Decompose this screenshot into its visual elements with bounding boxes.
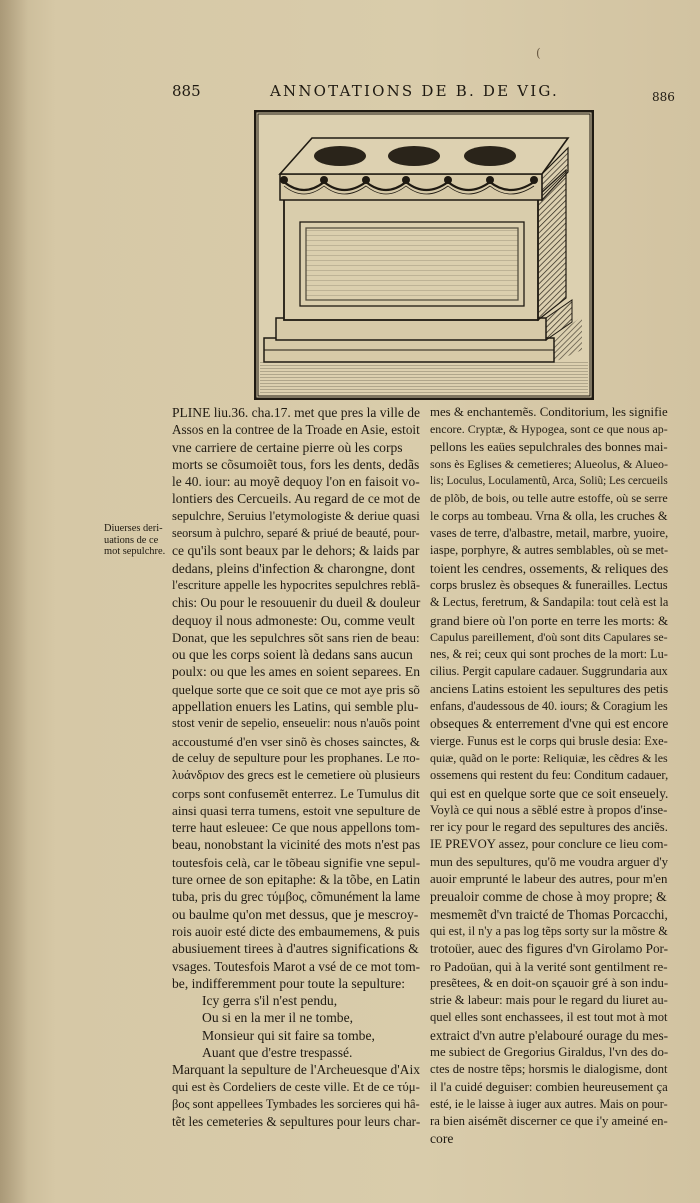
text-line: quel elles sont enchassees, il est tout mot à mot xyxy=(430,1010,668,1025)
page-header xyxy=(0,82,700,106)
running-title: ANNOTATIONS DE B. DE VIG. xyxy=(270,82,559,100)
text-line: mes & enchantemẽs. Conditorium, les signifie xyxy=(430,405,668,419)
text-line: extraict d'vn autre p'elabouré ourage du mes- xyxy=(430,1027,669,1043)
text-line: sons ès Eglises & cemetieres; Alueolus, & Alueo- xyxy=(430,456,669,471)
text-line: mun des sepultures, qu'õ me voudra arguer d'y xyxy=(430,854,669,869)
text-line: lontiers des Cercueils. Au regard de ce mot de xyxy=(172,491,421,507)
page-number-right: 886 xyxy=(652,90,675,104)
text-line: de plõb, de bois, ou telle autre estoffe, où se serre xyxy=(430,491,668,506)
text-line: stost venir de sepelio, enseuelir: nous n'auõs point xyxy=(172,716,420,731)
text-line: strie & labeur: mais pour le regard du liuret au- xyxy=(430,993,668,1008)
text-line: rer icy pour le regard des sepultures des anciẽs. xyxy=(430,820,668,835)
verse-line: Auant que d'estre trespassé. xyxy=(202,1044,353,1060)
text-line: ra bien aisémẽt discerner ce que i'y ameiné en- xyxy=(430,1114,668,1129)
text-line: abusiuement tirees à d'autres significations & xyxy=(172,941,419,957)
text-line: qui est, il n'y a pas log tẽps sorty sur la mõstre & xyxy=(430,923,668,938)
text-line: Capulus pareillement, d'où sont dits Capulares se- xyxy=(430,629,668,644)
verse-line: Icy gerra s'il n'est pendu, xyxy=(202,993,338,1009)
text-line: l'escriture appelle les hypocrites sepulchres reblã- xyxy=(172,577,421,592)
text-line: nes, & rei; ceux qui sont proches de la mort: Lu- xyxy=(430,647,668,662)
margin-note xyxy=(104,523,170,558)
page-number-left: 885 xyxy=(172,82,201,100)
text-line: ou que les corps soient là dedans sans aucun xyxy=(172,647,413,663)
text-line: appellation enuers les Latins, qui semble plu- xyxy=(172,699,419,715)
verse-line: Monsieur qui sit faire sa tombe, xyxy=(202,1027,375,1043)
text-line: quiæ, quãd on le porte: Reliquiæ, les cẽdres & les xyxy=(430,750,668,765)
margin-note-line: Diuerses deri- xyxy=(104,523,163,534)
text-line: be, indifferemment pour toute la sepulture: xyxy=(172,975,406,991)
text-line: IE PREVOY assez, pour conclure ce lieu com- xyxy=(430,837,668,852)
text-line: presẽtees, & en doit-on sçauoir gré à son indu- xyxy=(430,975,669,990)
text-line: λυάνδριον des grecs est le cemetiere où plusieurs xyxy=(172,768,421,783)
text-line: ossemens qui restent du feu: Conditum cadauer, xyxy=(430,768,669,783)
text-line: vierge. Funus est le corps qui brusle desia: Exe- xyxy=(430,733,668,748)
text-line: ce qu'ils sont beaux par le dehors; & laids par xyxy=(172,543,420,559)
text-line: iaspe, porphyre, & autres semblables, où se met- xyxy=(430,543,669,558)
margin-note-line: mot sepulchre. xyxy=(104,546,166,557)
text-line: & Lectus, feretrum, & Sandapila: tout celà est la xyxy=(430,595,669,610)
text-line: qui est ès Cordeliers de ceste ville. Et de ce τύμ- xyxy=(172,1079,420,1094)
page-gutter-shadow xyxy=(0,0,28,1203)
text-line: ro Padoüan, qui à la verité sont gentilment re- xyxy=(430,958,668,974)
text-line: tuba, pris du grec τύμβος, cõmunément la lame xyxy=(172,889,421,905)
text-line: rois auoir esté dicte des embaumemens, & puis xyxy=(172,923,420,939)
right-text-column xyxy=(430,404,668,1148)
text-line: tẽt les cemeteries & sepultures pour leurs char- xyxy=(172,1114,421,1130)
text-line: vsages. Toutesfois Marot a vsé de ce mot tom- xyxy=(172,958,421,974)
text-line: accoustumé d'en vser sinõ ès choses sainctes, & xyxy=(172,733,420,749)
text-line: ture ornee de son epitaphe: & la tõbe, en Latin xyxy=(172,872,421,888)
text-line: βος sont appellees Tymbades les sorcieres qui hâ- xyxy=(172,1096,420,1111)
text-line: PLINE liu.36. cha.17. met que pres la ville de xyxy=(172,405,421,420)
text-line: me subiect de Gregorius Giraldus, l'vn des do- xyxy=(430,1044,669,1059)
text-line: dedans, pleins d'infection & charongne, dont xyxy=(172,560,415,576)
text-line: mesmemẽt d'vn traicté de Thomas Porcacchi, xyxy=(430,906,668,922)
text-line: grand biere où l'on porte en terre les morts: & xyxy=(430,612,669,628)
text-line: morts se cõsumoiẽt tous, fors les dents, dedãs xyxy=(172,456,420,472)
text-line: vases de terre, d'albastre, metail, marbre, yuoire, xyxy=(430,526,669,541)
text-line: Marquant la sepulture de l'Archeuesque d'Aix xyxy=(172,1062,420,1078)
text-line: encore. Cryptæ, & Hypogea, sont ce que nous ap- xyxy=(430,422,668,437)
text-line: terre haut esleuee: Ce que nous appellons tom- xyxy=(172,820,420,836)
text-line: esté, ie le laisse à iuger aux autres. Mais on pour- xyxy=(430,1096,668,1111)
text-line: poulx: ou que les ames en soient separees. En xyxy=(172,664,421,680)
text-line: core xyxy=(430,1131,454,1147)
text-line: Assos en la contree de la Troade en Asie, estoit xyxy=(172,422,420,438)
text-line: lis; Loculus, Loculamentũ, Arca, Soliũ; Les cercueils xyxy=(430,475,668,488)
text-line: toutesfois celà, car le tõbeau signifie vne sepul- xyxy=(172,854,421,870)
text-line: anciens Latins estoient les sepultures des petis xyxy=(430,681,669,696)
text-line: Voylà ce qui nous a sẽblé estre à propos d'inse- xyxy=(430,802,668,817)
sarcophagus-woodcut-icon xyxy=(254,110,594,400)
text-line: corps sont confusemẽt enterrez. Le Tumulus dit xyxy=(172,785,420,801)
verse-line: Ou si en la mer il ne tombe, xyxy=(202,1010,354,1026)
text-line: corps bruslez ès obseques & funerailles. Lectus xyxy=(430,577,668,592)
text-line: ou baulme qu'on met dessus, que je mescroy- xyxy=(172,906,419,922)
text-line: enfans, d'audessous de 40. iours; & Coragium les xyxy=(430,699,668,714)
text-line: pellons les eaües sepulchrales des bonnes mai- xyxy=(430,439,668,454)
text-line: il l'a cuidé deguiser: combien heureusement ça xyxy=(430,1079,668,1094)
text-line: toient les cendres, ossements, & reliques des xyxy=(430,560,669,576)
text-line: trotoüer, auec des figures d'vn Girolamo Por- xyxy=(430,941,669,957)
text-line: dequoy il nous admoneste: Ou, comme veult xyxy=(172,612,415,628)
text-line: beau, nonobstant la vicinité des mots n'est pas xyxy=(172,837,421,853)
text-line: le corps au tombeau. Vrna & olla, les cruches & xyxy=(430,508,668,523)
ink-mark: ( xyxy=(536,46,541,60)
text-line: obseques & enterrement d'vne qui est encore xyxy=(430,716,669,732)
text-line: vne carriere de certaine pierre où les corps xyxy=(172,439,403,455)
text-line: de celuy de sepulture pour les prophanes. Le πο- xyxy=(172,750,420,765)
text-line: preualoir comme de chose à moy propre; & xyxy=(430,889,667,905)
text-line: chis: Ou pour le resouuenir du dueil & douleur xyxy=(172,595,421,611)
text-line: Donat, que les sepulchres sõt sans rien de beau: xyxy=(172,629,420,645)
text-line: le 40. iour: au moyẽ dequoy l'on en faisoit vo- xyxy=(172,474,420,490)
text-line: seorsum à pulchro, separé & priué de beauté, pour- xyxy=(172,526,420,541)
text-line: auoir emprunté le labeur des autres, pour m'en xyxy=(430,872,668,887)
text-line: ctes de nostre tẽps; horsmis le dialogisme, dont xyxy=(430,1062,668,1077)
left-text-column xyxy=(172,404,420,1130)
text-line: quelque sorte que ce soit que ce mot aye pris sõ xyxy=(172,681,420,697)
text-line: cilius. Pergit capulare cadauer. Suggrundaria aux xyxy=(430,664,668,679)
text-line: qui est en quelque sorte que ce soit enseuely. xyxy=(430,785,669,801)
margin-note-line: uations de ce xyxy=(104,534,159,546)
text-line: sepulchre, Seruius l'etymologiste & deriue quasi xyxy=(172,508,420,523)
text-line: ainsi quasi terra tumens, estoit vne sepulture de xyxy=(172,802,421,818)
